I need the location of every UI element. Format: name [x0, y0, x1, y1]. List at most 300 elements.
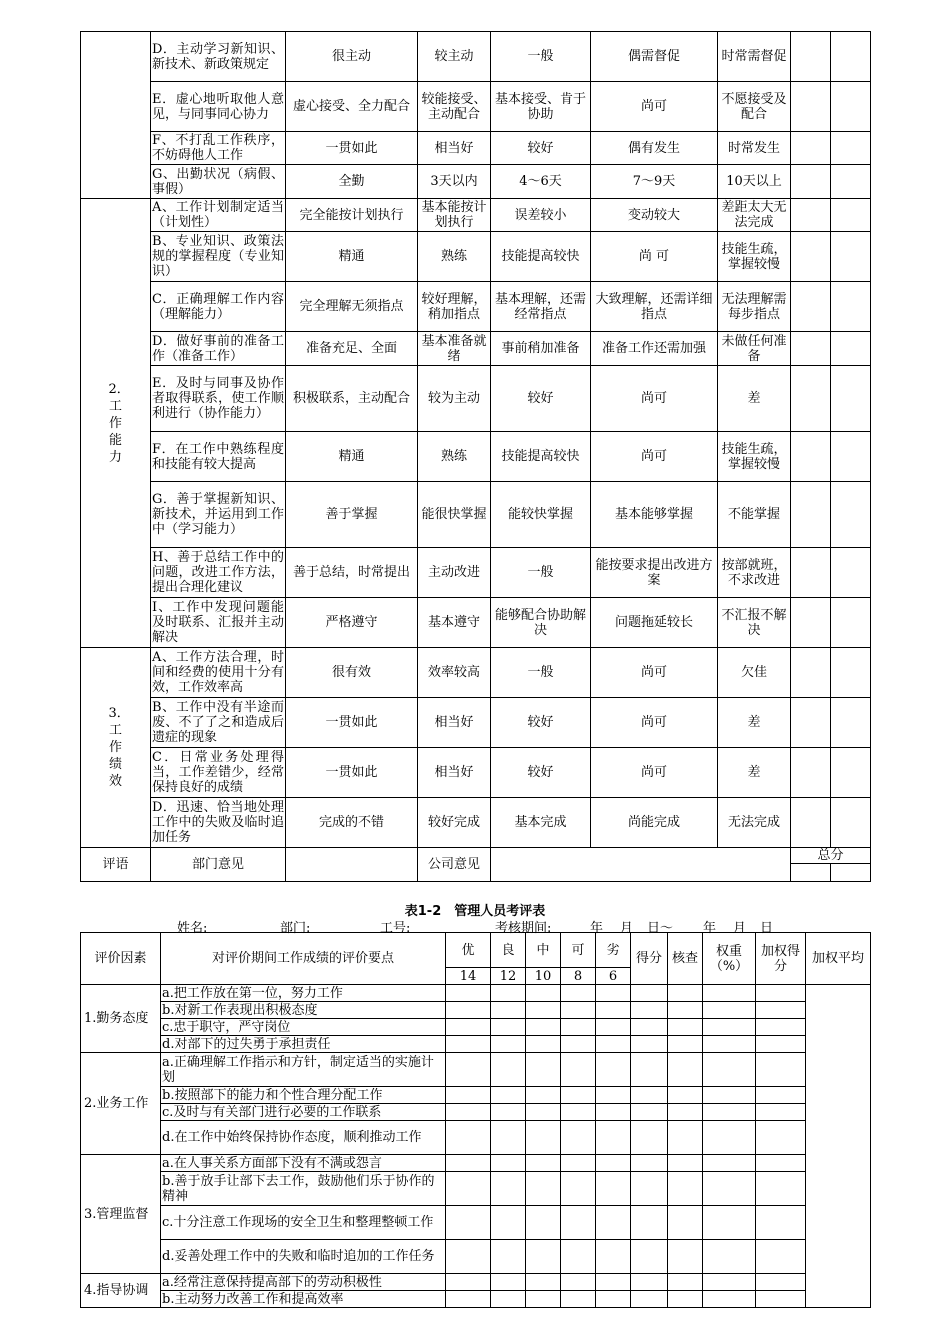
item-text: B、工作中没有半途而废、不了了之和造成后遗症的现象 — [151, 698, 286, 748]
header-check: 核查 — [668, 933, 703, 985]
company-opinion-input[interactable] — [491, 848, 791, 882]
table-row — [81, 1053, 871, 1087]
table-row — [81, 1172, 871, 1206]
grade-cell[interactable] — [596, 1019, 631, 1036]
comments-label: 评语 — [102, 857, 129, 872]
weight-cell[interactable] — [703, 1291, 756, 1308]
level-4: 尚可 — [591, 366, 718, 432]
eval-point: c.十分注意工作现场的安全卫生和整理整顿工作 — [161, 1206, 446, 1240]
level-3: 较好 — [491, 698, 591, 748]
score-cell[interactable] — [791, 598, 831, 648]
grade-cell[interactable] — [561, 1002, 596, 1019]
check-cell[interactable] — [668, 1087, 703, 1104]
check-cell[interactable] — [668, 1036, 703, 1053]
grade-cell[interactable] — [561, 1019, 596, 1036]
weight-cell[interactable] — [703, 1172, 756, 1206]
level-3: 一般 — [491, 648, 591, 698]
level-2: 较主动 — [418, 32, 491, 82]
header-weighted-score: 加权得分 — [756, 933, 806, 985]
item-text: D．迅速、恰当地处理工作中的失败及临时追加任务 — [151, 798, 286, 848]
grade-cell[interactable] — [526, 1053, 561, 1087]
grade-cell[interactable] — [446, 1240, 491, 1274]
check-cell[interactable] — [668, 1291, 703, 1308]
grade-average: 中 — [526, 933, 561, 968]
score-cell[interactable] — [831, 232, 871, 282]
weighted-cell[interactable] — [756, 1019, 806, 1036]
grade-cell[interactable] — [561, 1291, 596, 1308]
grade-poor: 劣 — [596, 933, 631, 968]
score-cell[interactable] — [791, 132, 831, 165]
score-cell[interactable] — [831, 698, 871, 748]
score-cell[interactable] — [831, 282, 871, 332]
level-2: 相当好 — [418, 132, 491, 165]
score-cell[interactable] — [631, 1206, 668, 1240]
level-5: 无法理解需每步指点 — [718, 282, 791, 332]
score-cell[interactable] — [631, 1104, 668, 1121]
grade-cell[interactable] — [446, 1155, 491, 1172]
level-3: 较好 — [491, 748, 591, 798]
level-5: 10天以上 — [718, 165, 791, 199]
grade-cell[interactable] — [526, 1104, 561, 1121]
grade-cell[interactable] — [446, 1019, 491, 1036]
grade-cell[interactable] — [491, 1002, 526, 1019]
total-score-label: 总分 — [791, 848, 871, 864]
level-1: 一贯如此 — [286, 698, 418, 748]
grade-cell[interactable] — [526, 1002, 561, 1019]
level-4: 准备工作还需加强 — [591, 332, 718, 366]
weighted-cell[interactable] — [756, 1121, 806, 1155]
score-cell[interactable] — [791, 332, 831, 366]
grade-cell[interactable] — [596, 1104, 631, 1121]
weight-cell[interactable] — [703, 1206, 756, 1240]
company-opinion-cell[interactable] — [418, 848, 491, 882]
table-row — [81, 648, 871, 698]
grade-cell[interactable] — [596, 1240, 631, 1274]
grade-cell[interactable] — [596, 985, 631, 1002]
weighted-average-cell[interactable] — [806, 985, 871, 1308]
grade-good: 良 — [491, 933, 526, 968]
dept-opinion-cell[interactable] — [151, 848, 286, 882]
dept-opinion-input[interactable] — [286, 848, 418, 882]
level-1: 完全理解无须指点 — [286, 282, 418, 332]
check-cell[interactable] — [668, 1053, 703, 1087]
level-4: 尚可 — [591, 82, 718, 132]
level-1: 严格遵守 — [286, 598, 418, 648]
score-cell[interactable] — [631, 1172, 668, 1206]
table-row — [81, 482, 871, 548]
level-3: 技能提高较快 — [491, 232, 591, 282]
level-3: 技能提高较快 — [491, 432, 591, 482]
score-cell[interactable] — [831, 332, 871, 366]
score-cell[interactable] — [831, 598, 871, 648]
item-text: C．日常业务处理得当，工作差错少，经常保持良好的成绩 — [151, 748, 286, 798]
grade-cell[interactable] — [596, 1036, 631, 1053]
score-cell[interactable] — [791, 165, 831, 199]
year-end: 年 — [703, 921, 717, 936]
grade-cell[interactable] — [596, 1274, 631, 1291]
grade-cell[interactable] — [446, 1291, 491, 1308]
grade-cell[interactable] — [491, 1053, 526, 1087]
level-1: 精通 — [286, 432, 418, 482]
level-2: 较为主动 — [418, 366, 491, 432]
level-2: 熟练 — [418, 232, 491, 282]
level-3: 一般 — [491, 548, 591, 598]
level-4: 尚可 — [591, 432, 718, 482]
grade-cell[interactable] — [561, 1121, 596, 1155]
score-cell[interactable] — [791, 548, 831, 598]
score-cell[interactable] — [631, 1274, 668, 1291]
grade-cell[interactable] — [561, 1274, 596, 1291]
level-4: 尚可 — [591, 748, 718, 798]
table-row — [81, 1121, 871, 1155]
eval-point: a.经常注意保持提高部下的劳动积极性 — [161, 1274, 446, 1291]
check-cell[interactable] — [668, 1172, 703, 1206]
grade-cell[interactable] — [561, 1155, 596, 1172]
level-2: 较能接受、主动配合 — [418, 82, 491, 132]
comments-label-cell — [81, 848, 151, 882]
score-cell[interactable] — [831, 482, 871, 548]
total-score-cell[interactable] — [831, 864, 871, 882]
grade-cell[interactable] — [446, 1002, 491, 1019]
level-4: 能按要求提出改进方案 — [591, 548, 718, 598]
score-cell[interactable] — [831, 165, 871, 199]
grade-cell[interactable] — [491, 1019, 526, 1036]
level-4: 尚能完成 — [591, 798, 718, 848]
score-cell[interactable] — [831, 132, 871, 165]
comments-row — [81, 848, 871, 864]
level-3: 较好 — [491, 132, 591, 165]
table-row — [81, 165, 871, 199]
table-row — [81, 698, 871, 748]
item-text: G、出勤状况（病假、事假） — [152, 166, 284, 197]
grade-cell[interactable] — [561, 1240, 596, 1274]
grade-cell[interactable] — [491, 985, 526, 1002]
year-start: 年 — [590, 921, 604, 936]
level-1: 虚心接受、全力配合 — [286, 82, 418, 132]
level-4: 7～9天 — [591, 165, 718, 199]
level-2: 较好完成 — [418, 798, 491, 848]
grade-cell[interactable] — [526, 1155, 561, 1172]
grade-cell[interactable] — [561, 1053, 596, 1087]
score-cell[interactable] — [831, 648, 871, 698]
grade-cell[interactable] — [561, 1104, 596, 1121]
score-cell[interactable] — [631, 1002, 668, 1019]
score-cell[interactable] — [831, 82, 871, 132]
weight-cell[interactable] — [703, 985, 756, 1002]
category-work-performance — [81, 648, 151, 848]
weighted-cell[interactable] — [756, 985, 806, 1002]
level-1: 很有效 — [286, 648, 418, 698]
table-row — [81, 1104, 871, 1121]
level-5: 未做任何准备 — [718, 332, 791, 366]
level-4: 大致理解，还需详细指点 — [591, 282, 718, 332]
score-cell[interactable] — [791, 282, 831, 332]
score-cell[interactable] — [631, 1121, 668, 1155]
score-cell[interactable] — [631, 1053, 668, 1087]
grade-cell[interactable] — [561, 985, 596, 1002]
eval-point: d.对部下的过失勇于承担责任 — [161, 1036, 446, 1053]
grade-cell[interactable] — [446, 1036, 491, 1053]
grade-cell[interactable] — [526, 1036, 561, 1053]
level-4: 基本能够掌握 — [591, 482, 718, 548]
score-cell[interactable] — [831, 548, 871, 598]
item-text: C．正确理解工作内容（理解能力） — [151, 282, 286, 332]
level-2: 3天以内 — [418, 165, 491, 199]
points-poor: 6 — [596, 968, 631, 985]
score-cell[interactable] — [631, 1291, 668, 1308]
weighted-cell[interactable] — [756, 1206, 806, 1240]
grade-cell[interactable] — [491, 1240, 526, 1274]
factor-attitude: 1.勤务态度 — [81, 985, 161, 1053]
grade-cell[interactable] — [446, 985, 491, 1002]
score-cell[interactable] — [631, 1036, 668, 1053]
level-2: 较好理解，稍加指点 — [418, 282, 491, 332]
item-text: B、专业知识、政策法规的掌握程度（专业知识） — [151, 232, 286, 282]
weighted-cell[interactable] — [756, 1104, 806, 1121]
grade-cell[interactable] — [596, 1291, 631, 1308]
check-cell[interactable] — [668, 985, 703, 1002]
level-1: 准备充足、全面 — [286, 332, 418, 366]
score-cell[interactable] — [791, 32, 831, 82]
category-label: 3．工作绩效 — [108, 706, 130, 789]
name-label: 姓名: — [177, 921, 208, 936]
check-cell[interactable] — [668, 1121, 703, 1155]
check-cell[interactable] — [668, 1274, 703, 1291]
level-5: 不汇报不解决 — [718, 598, 791, 648]
grade-cell[interactable] — [491, 1036, 526, 1053]
score-cell[interactable] — [631, 1019, 668, 1036]
level-1: 全勤 — [286, 165, 418, 199]
grade-cell[interactable] — [446, 1274, 491, 1291]
grade-cell[interactable] — [446, 1053, 491, 1087]
header-weighted-average: 加权平均 — [806, 933, 871, 985]
table-row — [81, 199, 871, 232]
points-excellent: 14 — [446, 968, 491, 985]
grade-cell[interactable] — [526, 1240, 561, 1274]
score-cell[interactable] — [631, 985, 668, 1002]
month-end: 月 — [733, 921, 747, 936]
grade-cell[interactable] — [446, 1206, 491, 1240]
check-cell[interactable] — [668, 1206, 703, 1240]
weight-cell[interactable] — [703, 1155, 756, 1172]
grade-cell[interactable] — [446, 1121, 491, 1155]
header-factor: 评价因素 — [81, 933, 161, 985]
weight-cell[interactable] — [703, 1019, 756, 1036]
grade-cell[interactable] — [526, 1121, 561, 1155]
grade-cell[interactable] — [596, 1206, 631, 1240]
weight-cell[interactable] — [703, 1240, 756, 1274]
weighted-cell[interactable] — [756, 1002, 806, 1019]
grade-cell[interactable] — [596, 1087, 631, 1104]
weighted-cell[interactable] — [756, 1274, 806, 1291]
score-cell[interactable] — [791, 798, 831, 848]
level-5: 不愿接受及配合 — [718, 82, 791, 132]
weighted-cell[interactable] — [756, 1172, 806, 1206]
level-1: 一贯如此 — [286, 748, 418, 798]
grade-cell[interactable] — [596, 1002, 631, 1019]
grade-cell[interactable] — [561, 1087, 596, 1104]
grade-cell[interactable] — [561, 1036, 596, 1053]
grade-cell[interactable] — [446, 1087, 491, 1104]
evaluation-table-continued — [80, 31, 871, 882]
table-row — [81, 1240, 871, 1274]
eval-point: a.正确理解工作指示和方针，制定适当的实施计划 — [161, 1053, 446, 1087]
grade-cell[interactable] — [491, 1121, 526, 1155]
score-cell[interactable] — [631, 1240, 668, 1274]
table-row — [81, 1274, 871, 1291]
level-1: 一贯如此 — [286, 132, 418, 165]
grade-cell[interactable] — [561, 1206, 596, 1240]
level-3: 基本完成 — [491, 798, 591, 848]
grade-cell[interactable] — [491, 1087, 526, 1104]
score-cell[interactable] — [831, 366, 871, 432]
score-cell[interactable] — [831, 748, 871, 798]
level-4: 偶有发生 — [591, 132, 718, 165]
item-text: E．虚心地听取他人意见，与同事同心协力 — [151, 82, 286, 132]
level-4: 尚可 — [591, 698, 718, 748]
score-cell[interactable] — [831, 432, 871, 482]
period-label: 考核期间: — [495, 921, 552, 936]
item-text: E．及时与同事及协作者取得联系，使工作顺利进行（协作能力） — [151, 366, 286, 432]
grade-cell[interactable] — [491, 1206, 526, 1240]
table-row — [81, 748, 871, 798]
eval-point: a.把工作放在第一位，努力工作 — [161, 985, 446, 1002]
table-row — [81, 366, 871, 432]
grade-cell[interactable] — [491, 1291, 526, 1308]
table-row — [81, 598, 871, 648]
grade-cell[interactable] — [596, 1172, 631, 1206]
weighted-cell[interactable] — [756, 1036, 806, 1053]
level-3: 基本接受、肯于协助 — [491, 82, 591, 132]
grade-cell[interactable] — [526, 1291, 561, 1308]
table-caption: 表1-2 管理人员考评表 — [404, 904, 546, 919]
day-start: 日～ — [647, 921, 674, 936]
grade-cell[interactable] — [446, 1104, 491, 1121]
level-2: 相当好 — [418, 748, 491, 798]
level-2: 基本准备就绪 — [418, 332, 491, 366]
grade-cell[interactable] — [596, 1155, 631, 1172]
grade-cell[interactable] — [526, 1019, 561, 1036]
weight-cell[interactable] — [703, 1104, 756, 1121]
weight-cell[interactable] — [703, 1087, 756, 1104]
category-cell-1-continued — [81, 32, 151, 199]
level-5: 技能生疏，掌握较慢 — [718, 232, 791, 282]
score-cell[interactable] — [831, 798, 871, 848]
grade-cell[interactable] — [526, 1172, 561, 1206]
company-opinion-label: 公司意见 — [427, 857, 480, 872]
item-text: A、工作计划制定适当（计划性） — [152, 200, 284, 230]
grade-cell[interactable] — [561, 1172, 596, 1206]
header-score: 得分 — [631, 933, 668, 985]
weighted-cell[interactable] — [756, 1291, 806, 1308]
level-2: 主动改进 — [418, 548, 491, 598]
level-4: 变动较大 — [591, 199, 718, 232]
weight-cell[interactable] — [703, 1002, 756, 1019]
dept-label: 部门: — [280, 921, 311, 936]
factor-management: 3.管理监督 — [81, 1155, 161, 1274]
table-row — [81, 1019, 871, 1036]
month-start: 月 — [620, 921, 634, 936]
level-5: 差 — [718, 748, 791, 798]
level-2: 熟练 — [418, 432, 491, 482]
grade-cell[interactable] — [491, 1172, 526, 1206]
grade-cell[interactable] — [491, 1104, 526, 1121]
level-2: 效率较高 — [418, 648, 491, 698]
day-end: 日 — [760, 921, 774, 936]
score-cell[interactable] — [631, 1087, 668, 1104]
weight-cell[interactable] — [703, 1036, 756, 1053]
table-row — [81, 32, 871, 82]
level-2: 基本能按计划执行 — [418, 199, 491, 232]
score-cell[interactable] — [791, 648, 831, 698]
table-row — [81, 985, 871, 1002]
check-cell[interactable] — [668, 1240, 703, 1274]
grade-fair: 可 — [561, 933, 596, 968]
weight-cell[interactable] — [703, 1274, 756, 1291]
points-fair: 8 — [561, 968, 596, 985]
header-weight: 权重（%） — [703, 933, 756, 985]
level-3: 较好 — [491, 366, 591, 432]
grade-cell[interactable] — [491, 1274, 526, 1291]
table-row — [81, 332, 871, 366]
weighted-cell[interactable] — [756, 1240, 806, 1274]
score-cell[interactable] — [831, 32, 871, 82]
check-cell[interactable] — [668, 1019, 703, 1036]
score-cell[interactable] — [791, 366, 831, 432]
grade-cell[interactable] — [526, 1274, 561, 1291]
check-cell[interactable] — [668, 1155, 703, 1172]
item-text: D．做好事前的准备工作（准备工作） — [152, 333, 284, 364]
grade-cell[interactable] — [596, 1053, 631, 1087]
eval-point: c.忠于职守，严守岗位 — [161, 1019, 446, 1036]
grade-cell[interactable] — [491, 1155, 526, 1172]
grade-cell[interactable] — [526, 1206, 561, 1240]
score-cell[interactable] — [791, 432, 831, 482]
score-cell[interactable] — [791, 82, 831, 132]
level-2: 基本遵守 — [418, 598, 491, 648]
item-text: F．在工作中熟练程度和技能有较大提高 — [151, 432, 286, 482]
score-cell[interactable] — [791, 199, 831, 232]
grade-cell[interactable] — [596, 1121, 631, 1155]
weighted-cell[interactable] — [756, 1053, 806, 1087]
weighted-cell[interactable] — [756, 1155, 806, 1172]
weight-cell[interactable] — [703, 1121, 756, 1155]
level-1: 精通 — [286, 232, 418, 282]
level-5: 无法完成 — [718, 798, 791, 848]
score-cell[interactable] — [631, 1155, 668, 1172]
level-1: 完全能按计划执行 — [286, 199, 418, 232]
eval-point: b.按照部下的能力和个性合理分配工作 — [161, 1087, 446, 1104]
level-5: 差 — [718, 698, 791, 748]
score-cell[interactable] — [791, 698, 831, 748]
score-cell[interactable] — [831, 199, 871, 232]
check-cell[interactable] — [668, 1002, 703, 1019]
level-3: 一般 — [491, 32, 591, 82]
weight-cell[interactable] — [703, 1053, 756, 1087]
check-cell[interactable] — [668, 1104, 703, 1121]
dept-opinion-label: 部门意见 — [191, 857, 244, 872]
grade-cell[interactable] — [526, 985, 561, 1002]
grade-cell[interactable] — [446, 1172, 491, 1206]
grade-cell[interactable] — [526, 1087, 561, 1104]
total-score-cell[interactable] — [791, 864, 831, 882]
weighted-cell[interactable] — [756, 1087, 806, 1104]
score-cell[interactable] — [791, 748, 831, 798]
level-5: 时常发生 — [718, 132, 791, 165]
category-work-ability — [81, 199, 151, 648]
score-cell[interactable] — [791, 232, 831, 282]
score-cell[interactable] — [791, 482, 831, 548]
